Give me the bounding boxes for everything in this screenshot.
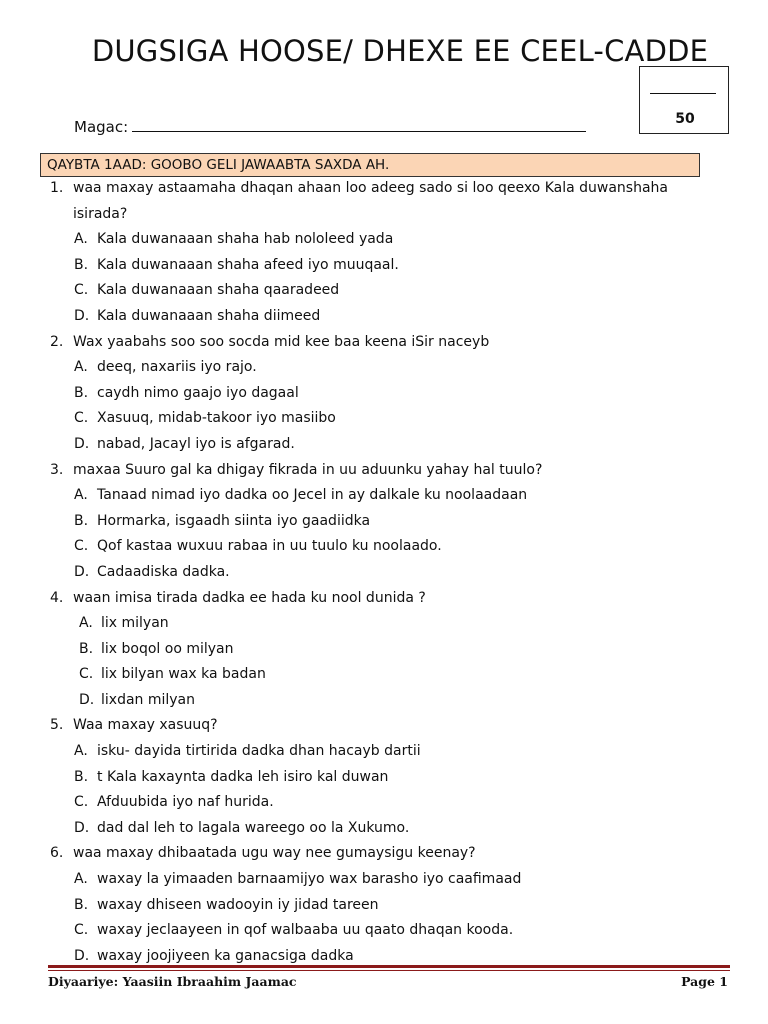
- option-letter: C.: [79, 666, 94, 683]
- section-header: QAYBTA 1AAD: GOOBO GELI JAWAABTA SAXDA AH.: [40, 153, 700, 177]
- option-text: Tanaad nimad iyo dadka oo Jecel in ay dalkale ku noolaadaan: [97, 487, 528, 504]
- answer-option[interactable]: [0, 432, 768, 458]
- question-text: waa maxay astaamaha dhaqan ahaan loo adeeg sado si loo qeexo Kala duwanshaha isirada?: [73, 180, 668, 222]
- option-letter: D.: [74, 947, 90, 964]
- option-letter: B.: [74, 512, 89, 529]
- option-text: caydh nimo gaajo iyo dagaal: [97, 384, 299, 401]
- score-box: [639, 66, 729, 134]
- question-text: waan imisa tirada dadka ee hada ku nool dunida ?: [73, 589, 426, 606]
- option-text: dad dal leh to lagala wareego oo la Xukumo.: [97, 819, 410, 836]
- option-letter: B.: [74, 256, 89, 273]
- answer-option[interactable]: [0, 662, 768, 688]
- option-text: Xasuuq, midab-takoor iyo masiibo: [97, 410, 336, 427]
- answer-option[interactable]: [0, 765, 768, 791]
- answer-option[interactable]: [0, 688, 768, 714]
- answer-option[interactable]: [0, 534, 768, 560]
- answer-option[interactable]: [0, 611, 768, 637]
- option-text: t Kala kaxaynta dadka leh isiro kal duwan: [97, 768, 389, 785]
- option-text: Qof kastaa wuxuu rabaa in uu tuulo ku noolaado.: [97, 538, 442, 555]
- answer-option[interactable]: [0, 560, 768, 586]
- option-text: nabad, Jacayl iyo is afgarad.: [97, 435, 295, 452]
- option-text: waxay dhiseen wadooyin iy jidad tareen: [97, 896, 379, 913]
- option-text: waxay joojiyeen ka ganacsiga dadka: [97, 947, 354, 964]
- question-2: [0, 330, 683, 356]
- answer-option[interactable]: [0, 816, 768, 842]
- option-letter: A.: [74, 359, 88, 376]
- option-letter: D.: [74, 563, 90, 580]
- option-letter: C.: [74, 794, 89, 811]
- question-number: 2.: [50, 333, 64, 350]
- question-number: 3.: [50, 461, 64, 478]
- answer-option[interactable]: [0, 483, 768, 509]
- option-text: Kala duwanaaan shaha afeed iyo muuqaal.: [97, 256, 399, 273]
- question-text: waa maxay dhibaatada ugu way nee gumaysigu keenay?: [73, 845, 476, 862]
- option-text: lix boqol oo milyan: [101, 640, 234, 657]
- question-1: [0, 176, 683, 227]
- footer-page-number: Page 1: [681, 974, 728, 989]
- option-letter: D.: [74, 307, 90, 324]
- option-text: lixdan milyan: [101, 691, 196, 708]
- question-list: [0, 176, 768, 969]
- option-letter: B.: [79, 640, 94, 657]
- footer-divider: [48, 965, 730, 971]
- option-text: Kala duwanaaan shaha qaaradeed: [97, 282, 340, 299]
- option-text: lix bilyan wax ka badan: [101, 666, 266, 683]
- answer-option[interactable]: [0, 739, 768, 765]
- question-6: [0, 841, 683, 867]
- name-blank-line[interactable]: [132, 119, 586, 132]
- answer-option[interactable]: [0, 790, 768, 816]
- option-letter: A.: [74, 871, 88, 888]
- question-3: [0, 458, 683, 484]
- option-letter: D.: [79, 691, 95, 708]
- answer-option[interactable]: [0, 509, 768, 535]
- option-letter: A.: [74, 231, 88, 248]
- option-text: waxay jeclaayeen in qof walbaaba uu qaato dhaqan kooda.: [97, 922, 514, 939]
- question-number: 5.: [50, 717, 64, 734]
- option-text: Kala duwanaaan shaha hab nololeed yada: [97, 231, 394, 248]
- option-text: lix milyan: [101, 615, 169, 632]
- question-text: Wax yaabahs soo soo socda mid kee baa keena iSir naceyb: [73, 333, 490, 350]
- question-number: 1.: [50, 180, 64, 196]
- answer-option[interactable]: [0, 918, 768, 944]
- option-letter: B.: [74, 896, 89, 913]
- question-number: 4.: [50, 589, 64, 606]
- question-5: [0, 713, 683, 739]
- answer-option[interactable]: [0, 893, 768, 919]
- option-letter: C.: [74, 922, 89, 939]
- footer-author: Diyaariye: Yaasiin Ibraahim Jaamac: [48, 974, 297, 989]
- option-text: Afduubida iyo naf hurida.: [97, 794, 274, 811]
- option-letter: B.: [74, 768, 89, 785]
- option-letter: D.: [74, 435, 90, 452]
- question-text: maxaa Suuro gal ka dhigay fikrada in uu aduunku yahay hal tuulo?: [73, 461, 543, 478]
- answer-option[interactable]: [0, 227, 768, 253]
- answer-option[interactable]: [0, 867, 768, 893]
- option-letter: C.: [74, 282, 89, 299]
- answer-option[interactable]: [0, 278, 768, 304]
- option-text: waxay la yimaaden barnaamijyo wax barasho iyo caafimaad: [97, 871, 522, 888]
- page-title: DUGSIGA HOOSE/ DHEXE EE CEEL-CADDE: [91, 34, 709, 68]
- option-letter: C.: [74, 538, 89, 555]
- option-letter: C.: [74, 410, 89, 427]
- option-letter: B.: [74, 384, 89, 401]
- option-text: deeq, naxariis iyo rajo.: [97, 359, 257, 376]
- option-letter: A.: [74, 487, 88, 504]
- answer-option[interactable]: [0, 253, 768, 279]
- question-4: [0, 586, 683, 612]
- answer-option[interactable]: [0, 355, 768, 381]
- option-text: Hormarka, isgaadh siinta iyo gaadiidka: [97, 512, 371, 529]
- name-row: [74, 118, 586, 136]
- answer-option[interactable]: [0, 381, 768, 407]
- option-text: Kala duwanaaan shaha diimeed: [97, 307, 321, 324]
- option-text: isku- dayida tirtirida dadka dhan hacayb dartii: [97, 743, 421, 760]
- question-number: 6.: [50, 845, 64, 862]
- option-letter: D.: [74, 819, 90, 836]
- option-letter: A.: [79, 615, 93, 632]
- answer-option[interactable]: [0, 304, 768, 330]
- answer-option[interactable]: [0, 406, 768, 432]
- score-total: 50: [675, 111, 695, 127]
- answer-option[interactable]: [0, 637, 768, 663]
- name-label: Magac:: [74, 118, 129, 136]
- option-letter: A.: [74, 743, 88, 760]
- score-blank-line: [650, 93, 716, 94]
- question-text: Waa maxay xasuuq?: [73, 717, 218, 734]
- option-text: Cadaadiska dadka.: [97, 563, 230, 580]
